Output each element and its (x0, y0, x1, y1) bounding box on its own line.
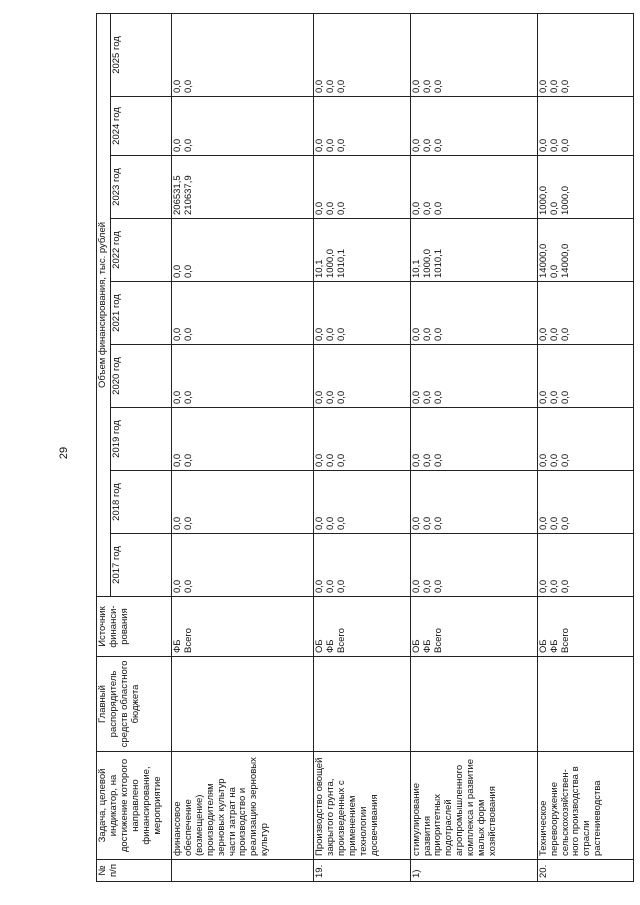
value-cell: 0,0 (537, 516, 549, 530)
year-values-cell (171, 345, 313, 408)
value-cell: 0,0 (432, 327, 444, 341)
value-cell: 0,0 (171, 79, 183, 93)
value-cell: 0,0 (325, 390, 337, 404)
value-cell: 0,0 (325, 453, 337, 467)
value-cell: 0,0 (314, 138, 326, 152)
value-cell: 0,0 (182, 264, 194, 278)
value-cell: 0,0 (182, 79, 194, 93)
value-cell: 0,0 (421, 327, 433, 341)
source-label: ФБ (548, 639, 560, 653)
value-cell: 10,1 (314, 259, 326, 278)
year-values-cell (171, 156, 313, 219)
year-values-cell (410, 97, 537, 156)
value-cell: 0,0 (537, 327, 549, 341)
row-manager (314, 657, 410, 752)
value-cell: 0,0 (336, 79, 348, 93)
value-cell: 0,0 (559, 327, 571, 341)
value-cell: 0,0 (548, 79, 560, 93)
year-values-cell (537, 471, 633, 534)
year-values-cell (410, 408, 537, 471)
year-values-cell (314, 13, 410, 96)
year-values-cell (314, 471, 410, 534)
source-label: Всего (559, 628, 571, 653)
value-cell: 0,0 (421, 201, 433, 215)
value-cell: 0,0 (537, 79, 549, 93)
source-label: ОБ (537, 639, 549, 653)
value-cell: 0,0 (537, 390, 549, 404)
source-label: ФБ (421, 639, 433, 653)
header-year: 2018 год (110, 471, 171, 534)
value-cell: 0,0 (336, 138, 348, 152)
value-cell: 0,0 (171, 579, 183, 593)
row-task: Техническое перевооружение сельскохозяйствен-ного производства в отрасли растениеводства (537, 752, 633, 860)
value-cell: 0,0 (314, 201, 326, 215)
value-cell: 0,0 (325, 201, 337, 215)
year-values-cell (314, 97, 410, 156)
value-cell: 14000,0 (559, 243, 571, 278)
year-values-cell (537, 534, 633, 597)
value-cell: 0,0 (410, 138, 422, 152)
header-manager: Главный распорядитель средств областного бюджета (97, 657, 172, 752)
value-cell: 0,0 (182, 390, 194, 404)
financing-table (96, 13, 634, 882)
value-cell: 0,0 (559, 516, 571, 530)
value-cell: 0,0 (410, 453, 422, 467)
year-values-cell (537, 345, 633, 408)
value-cell: 0,0 (432, 201, 444, 215)
year-values-cell (410, 13, 537, 96)
value-cell: 210637,9 (182, 175, 194, 215)
value-cell: 0,0 (325, 579, 337, 593)
row-number (171, 860, 313, 882)
value-cell: 0,0 (182, 327, 194, 341)
source-label: Всего (336, 628, 348, 653)
table-row (410, 13, 537, 881)
year-values-cell (537, 219, 633, 282)
year-values-cell (171, 13, 313, 96)
value-cell: 0,0 (410, 516, 422, 530)
value-cell: 0,0 (559, 79, 571, 93)
value-cell: 0,0 (559, 138, 571, 152)
rotated-table-wrapper (96, 14, 634, 882)
value-cell: 0,0 (182, 453, 194, 467)
value-cell: 0,0 (314, 327, 326, 341)
year-values-cell (537, 97, 633, 156)
value-cell: 0,0 (548, 390, 560, 404)
value-cell: 206531,5 (171, 175, 183, 215)
value-cell: 0,0 (559, 579, 571, 593)
year-values-cell (171, 408, 313, 471)
value-cell: 0,0 (432, 453, 444, 467)
source-label: ОБ (314, 639, 326, 653)
year-values-cell (537, 282, 633, 345)
row-task: Производство овощей закрытого грунта, произведенных с применением технологии досвечивания (314, 752, 410, 860)
header-year: 2023 год (110, 156, 171, 219)
year-values-cell (410, 219, 537, 282)
value-cell: 0,0 (325, 516, 337, 530)
value-cell: 0,0 (325, 327, 337, 341)
header-year: 2019 год (110, 408, 171, 471)
header-volume: Объем финансирования, тыс. рублей (97, 13, 111, 596)
value-cell: 1000,0 (537, 185, 549, 215)
value-cell: 0,0 (336, 201, 348, 215)
header-year: 2020 год (110, 345, 171, 408)
table-row (171, 13, 313, 881)
value-cell: 0,0 (548, 579, 560, 593)
value-cell: 0,0 (336, 390, 348, 404)
value-cell: 0,0 (432, 390, 444, 404)
header-year: 2022 год (110, 219, 171, 282)
value-cell: 0,0 (336, 579, 348, 593)
header-no: № п/п (97, 860, 172, 882)
row-number: 1) (410, 860, 537, 882)
year-values-cell (171, 471, 313, 534)
value-cell: 0,0 (421, 138, 433, 152)
year-values-cell (410, 471, 537, 534)
value-cell: 0,0 (548, 327, 560, 341)
value-cell: 0,0 (432, 138, 444, 152)
source-label: ФБ (171, 639, 183, 653)
year-values-cell (314, 156, 410, 219)
value-cell: 0,0 (171, 264, 183, 278)
source-label: ФБ (325, 639, 337, 653)
value-cell: 0,0 (432, 579, 444, 593)
value-cell: 14000,0 (537, 243, 549, 278)
year-values-cell (537, 156, 633, 219)
row-sources (171, 597, 313, 657)
value-cell: 0,0 (182, 138, 194, 152)
year-values-cell (537, 13, 633, 96)
value-cell: 0,0 (421, 390, 433, 404)
source-label: Всего (182, 628, 194, 653)
row-number: 19. (314, 860, 410, 882)
row-manager (410, 657, 537, 752)
row-number: 20. (537, 860, 633, 882)
row-task: финансовое обеспечение (возмещение) производителям зерновых культур части затрат на производство и реализацию зерновых культур (171, 752, 313, 860)
value-cell: 0,0 (432, 516, 444, 530)
year-values-cell (314, 282, 410, 345)
value-cell: 0,0 (171, 138, 183, 152)
source-label: ОБ (410, 639, 422, 653)
year-values-cell (171, 219, 313, 282)
value-cell: 0,0 (548, 138, 560, 152)
value-cell: 0,0 (421, 79, 433, 93)
year-values-cell (537, 408, 633, 471)
row-sources (537, 597, 633, 657)
year-values-cell (314, 345, 410, 408)
value-cell: 0,0 (548, 264, 560, 278)
year-values-cell (410, 282, 537, 345)
value-cell: 0,0 (410, 79, 422, 93)
value-cell: 0,0 (410, 579, 422, 593)
value-cell: 0,0 (182, 579, 194, 593)
header-source: Источник финанси-рования (97, 597, 172, 657)
value-cell: 1010,1 (336, 248, 348, 278)
value-cell: 0,0 (559, 390, 571, 404)
year-values-cell (314, 534, 410, 597)
value-cell: 0,0 (537, 138, 549, 152)
year-values-cell (410, 534, 537, 597)
value-cell: 0,0 (171, 453, 183, 467)
value-cell: 0,0 (171, 327, 183, 341)
value-cell: 0,0 (548, 201, 560, 215)
row-manager (537, 657, 633, 752)
table-body (171, 13, 633, 881)
header-year: 2021 год (110, 282, 171, 345)
year-values-cell (314, 219, 410, 282)
value-cell: 0,0 (314, 79, 326, 93)
value-cell: 0,0 (548, 453, 560, 467)
value-cell: 0,0 (336, 327, 348, 341)
page-number: 29 (58, 446, 70, 460)
value-cell: 0,0 (421, 453, 433, 467)
value-cell: 0,0 (432, 79, 444, 93)
value-cell: 0,0 (537, 579, 549, 593)
table-row (314, 13, 410, 881)
value-cell: 0,0 (314, 579, 326, 593)
value-cell: 1010,1 (432, 248, 444, 278)
row-sources (314, 597, 410, 657)
value-cell: 0,0 (410, 390, 422, 404)
value-cell: 1000,0 (325, 248, 337, 278)
year-values-cell (410, 156, 537, 219)
row-task: стимулирование развития приоритетных подотраслей агропромышленного комплекса и развитие малых форм хозяйствования (410, 752, 537, 860)
source-label: Всего (432, 628, 444, 653)
value-cell: 1000,0 (559, 185, 571, 215)
row-manager (171, 657, 313, 752)
value-cell: 0,0 (410, 327, 422, 341)
value-cell: 0,0 (559, 453, 571, 467)
header-year: 2024 год (110, 97, 171, 156)
header-year: 2025 год (110, 13, 171, 96)
year-values-cell (171, 534, 313, 597)
value-cell: 0,0 (314, 516, 326, 530)
value-cell: 0,0 (336, 453, 348, 467)
value-cell: 0,0 (325, 138, 337, 152)
header-year: 2017 год (110, 534, 171, 597)
value-cell: 0,0 (182, 516, 194, 530)
value-cell: 0,0 (537, 453, 549, 467)
value-cell: 0,0 (548, 516, 560, 530)
year-values-cell (171, 282, 313, 345)
year-values-cell (410, 345, 537, 408)
value-cell: 0,0 (421, 516, 433, 530)
value-cell: 0,0 (314, 453, 326, 467)
value-cell: 0,0 (325, 79, 337, 93)
table-row (537, 13, 633, 881)
value-cell: 0,0 (410, 201, 422, 215)
value-cell: 1000,0 (421, 248, 433, 278)
value-cell: 0,0 (336, 516, 348, 530)
year-values-cell (171, 97, 313, 156)
value-cell: 0,0 (421, 579, 433, 593)
value-cell: 10,1 (410, 259, 422, 278)
header-task: Задача, целевой индикатор, на достижение которого направлено финансирование, мероприятие (97, 752, 172, 860)
value-cell: 0,0 (171, 516, 183, 530)
value-cell: 0,0 (314, 390, 326, 404)
year-values-cell (314, 408, 410, 471)
row-sources (410, 597, 537, 657)
value-cell: 0,0 (171, 390, 183, 404)
